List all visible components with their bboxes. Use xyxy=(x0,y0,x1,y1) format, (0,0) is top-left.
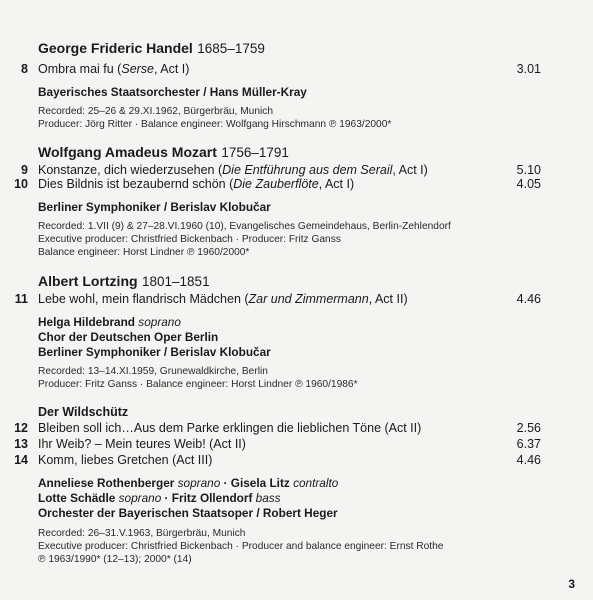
track-title: Dies Bildnis ist bezaubernd schön (Die Zauberflöte, Act I) xyxy=(38,177,355,191)
track-title: Bleiben soll ich…Aus dem Parke erklingen die lieblichen Töne (Act II) xyxy=(38,421,422,435)
track-number: 14 xyxy=(14,453,28,467)
page-number: 3 xyxy=(568,577,575,591)
composer-years: 1685–1759 xyxy=(197,41,265,56)
track-duration: 5.10 xyxy=(516,163,541,177)
track-duration: 6.37 xyxy=(516,437,541,451)
composer-years: 1801–1851 xyxy=(142,274,210,289)
track-number: 9 xyxy=(21,163,28,177)
composer-name: Wolfgang Amadeus Mozart xyxy=(38,144,217,160)
track-duration: 2.56 xyxy=(516,421,541,435)
composer-years: 1756–1791 xyxy=(221,145,289,160)
track-duration: 4.46 xyxy=(516,453,541,467)
track-duration: 4.05 xyxy=(516,177,541,191)
track-title: Komm, liebes Gretchen (Act III) xyxy=(38,453,213,467)
track-number: 11 xyxy=(14,292,28,306)
booklet-page: George Frideric Handel 1685–1759 8 Ombra mai fu (Serse, Act I) 3.01 Bayerisches Staatsorchester / Hans Müller-Kray Recorded: 25–26 & 29.XI.1962, Bürgerbräu, Munich Producer: Jörg Ritter · Balance engineer: Wolfgang Hirschmann ℗ 1963/2000* Wolfgang Amadeus Mozart 1756–1791 9 Konstanze, dich wiederzusehen (Die Entführung aus dem Serail, Act I) 5.10 10 Dies Bildnis ist bezaubernd schön (Die Zauberflöte, Act I) 4.05 Berliner Symphoniker / Berislav Klobučar Recorded: 1.VII (9) & 27–28.VI.1960 (10), Evangelisches Gemeindehaus, Berlin-Zehlendorf Executive producer: Christfried Bickenbach · Producer: Fritz Ganss Balance engineer: Horst Lindner ℗ 1960/2000* Albert Lortzing 1801–1851 11 Lebe wohl, mein flandrisch Mädchen (Zar und Zimmermann, Act II) 4.46 Helga Hildebrand soprano Chor der Deutschen Oper Berlin Berliner Symphoniker / Berislav Klobučar Recorded: 13–14.XI.1959, Grunewaldkirche, Berlin Producer: Fritz Ganss · Balance engineer: Horst Lindner ℗ 1960/1986* Der Wildschütz 12 Bleiben soll ich…Aus dem Parke erklingen die lieblichen Töne (Act II) 2.56 13 Ihr Weib? – Mein teures Weib! (Act II) 6.37 14 Komm, liebes Gretchen (Act III) 4.46 Anneliese Rothenberger soprano · Gisela Litz contralto Lotte Schädle soprano · Fritz Ollendorf bass Orchester der Bayerischen Staatsoper / Robert Heger Recorded: 26–31.V.1963, Bürgerbräu, Munich Executive producer: Christfried Bickenbach · Producer and balance engineer: Ernst Rothe ℗ 1963/1990* (12–13); 2000* (14) 3 xyxy=(14,40,575,591)
track-number: 12 xyxy=(14,421,28,435)
track-title: Konstanze, dich wiederzusehen (Die Entführung aus dem Serail, Act I) xyxy=(38,163,428,177)
track-title: Ihr Weib? – Mein teures Weib! (Act II) xyxy=(38,437,246,451)
track-number: 8 xyxy=(21,62,28,76)
track-duration: 3.01 xyxy=(516,62,541,76)
track-title: Ombra mai fu (Serse, Act I) xyxy=(38,62,190,76)
track-title: Lebe wohl, mein flandrisch Mädchen (Zar und Zimmermann, Act II) xyxy=(38,292,408,306)
composer-name: George Frideric Handel xyxy=(38,40,193,56)
track-number: 13 xyxy=(14,437,28,451)
track-duration: 4.46 xyxy=(516,292,541,306)
composer-name: Albert Lortzing xyxy=(38,273,138,289)
track-number: 10 xyxy=(14,177,28,191)
